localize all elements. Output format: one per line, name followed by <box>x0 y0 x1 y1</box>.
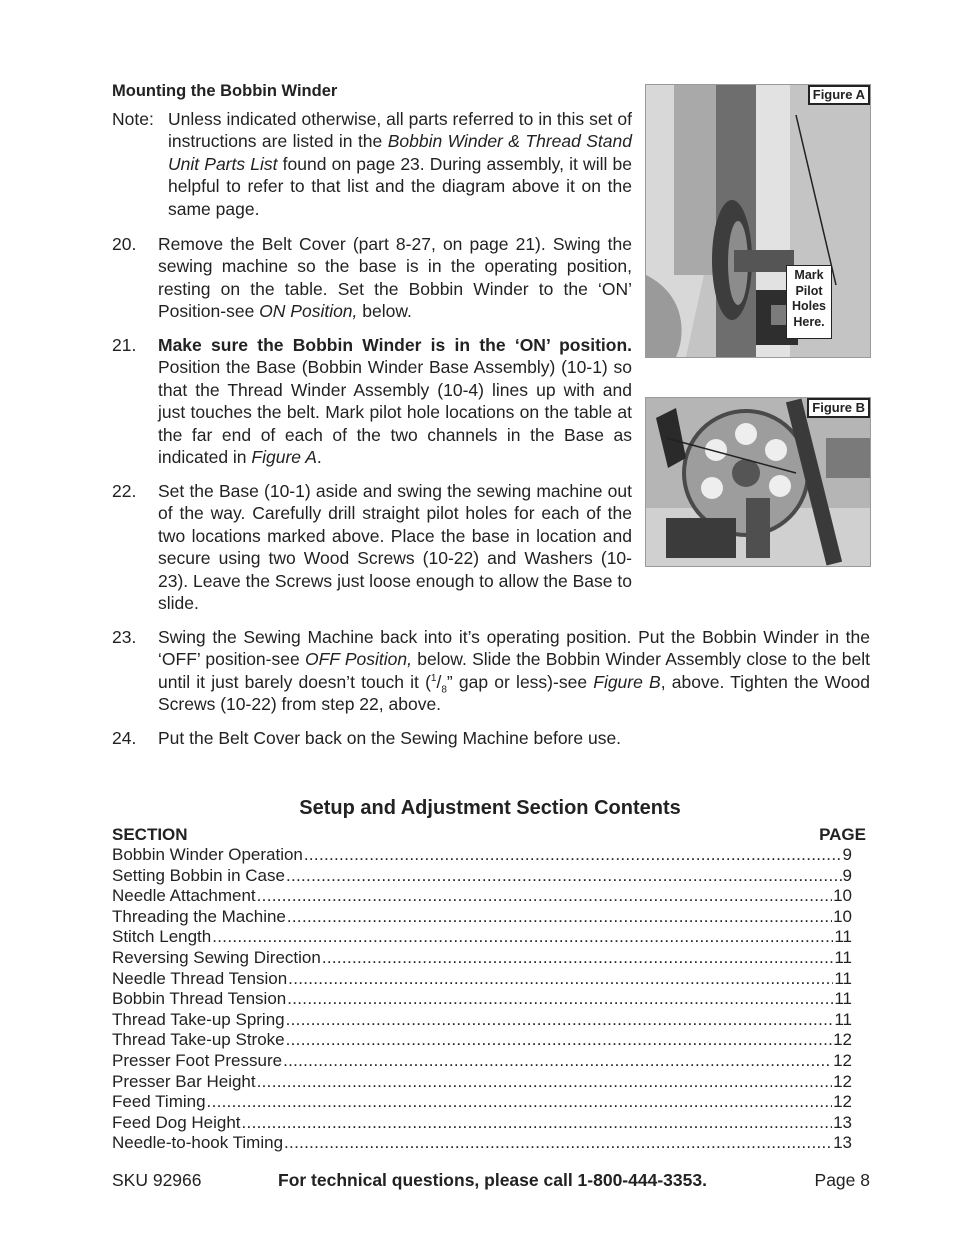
toc-entry-title: Stitch Length <box>112 927 212 947</box>
dot-leader <box>286 866 842 887</box>
footer-sku: SKU 92966 <box>112 1170 202 1190</box>
toc-entry-title: Thread Take-up Spring <box>112 1009 285 1029</box>
step-number: 23. <box>112 627 137 647</box>
toc-section-header: SECTION <box>112 825 188 844</box>
toc-entry-title: Thread Take-up Stroke <box>112 1030 285 1050</box>
step-text-part: . <box>316 447 322 468</box>
figure-b-photo <box>645 397 871 567</box>
step-text-part: below. Slide the Bobbin Winder Assembly close to the belt until it just barely doesn’t touch it ( <box>158 649 870 692</box>
dot-leader <box>322 948 834 969</box>
toc-entry-page: 11 <box>834 968 852 988</box>
toc-entry-title: Threading the Machine <box>112 906 286 926</box>
callout-line: Pilot <box>795 283 823 298</box>
step-italic-ref: OFF Position, <box>304 649 412 670</box>
toc-row <box>112 1092 852 1113</box>
toc-row <box>112 989 852 1010</box>
step-text-part: Position the Base (Bobbin Winder Base Assembly) (10-1) so that the Thread Winder Assembly (10-4) lines up with and just touches the belt. Mark pilot hole locations on the table at the far end of each of the two channels in the Base as indicated in <box>158 357 632 468</box>
figure-b-label: Figure B <box>807 398 870 418</box>
fraction-denominator: 8 <box>441 684 447 696</box>
dot-leader <box>304 845 842 866</box>
step-number: 21. <box>112 335 137 355</box>
toc-entry-title: Bobbin Winder Operation <box>112 845 303 864</box>
step-italic-ref: ON Position, <box>259 301 358 322</box>
step-text-part: Swing the Sewing Machine back into it’s operating position. Put the Bobbin Winder in the ‘OFF’ position-see <box>158 627 870 670</box>
note-text-part: found on page 23. During assembly, it will be helpful to refer to that list and the diagram above it on the same page. <box>168 153 632 219</box>
mark-pilot-holes-callout <box>786 265 832 339</box>
toc-entry-title: Feed Dog Height <box>112 1112 241 1132</box>
step-text-part: below. <box>357 301 412 322</box>
toc-entry-page: 9 <box>842 845 852 864</box>
toc-row <box>112 948 852 969</box>
dot-leader <box>207 1092 833 1113</box>
toc-list <box>112 845 852 1154</box>
step-23-text <box>158 626 870 716</box>
toc-row <box>112 845 852 866</box>
step-bold-lead: Make sure the Bobbin Winder is in the ‘ON’ position. <box>158 335 632 355</box>
toc-entry-page: 13 <box>833 1133 852 1153</box>
step-text-part: , above. Tighten the Wood Screws (10-22) from step 22, above. <box>158 671 871 715</box>
toc-entry-page: 12 <box>833 1092 852 1112</box>
step-italic-ref: Figure A <box>251 447 317 468</box>
toc-entry-title: Reversing Sewing Direction <box>112 947 321 967</box>
toc-entry-title: Presser Foot Pressure <box>112 1050 283 1070</box>
toc-entry-page: 12 <box>833 1050 852 1070</box>
toc-entry-title: Needle-to-hook Timing <box>112 1133 284 1153</box>
step-number: 24. <box>112 728 137 748</box>
toc-entry-page: 10 <box>833 906 852 926</box>
dot-leader <box>288 969 833 990</box>
step-22-text: Set the Base (10-1) aside and swing the sewing machine out of the way. Carefully drill straight pilot holes for each of the two locations marked above. Place the base in location and secure using two Wood Screws (10-22) and Washers (10-23). Leave the Screws just loose enough to allow the Base to slide. <box>158 481 632 614</box>
step-21-text <box>158 334 632 468</box>
footer-page-number: Page 8 <box>814 1170 870 1190</box>
dot-leader <box>284 1133 832 1154</box>
figure-a-photo <box>645 84 871 358</box>
toc-entry-page: 11 <box>834 927 852 947</box>
step-number: 22. <box>112 481 137 501</box>
step-24-text: Put the Belt Cover back on the Sewing Machine before use. <box>158 728 622 748</box>
toc-entry-page: 12 <box>833 1071 852 1091</box>
step-text-part: ” gap or less)-see <box>446 671 594 692</box>
figure-b-illustration <box>646 398 870 566</box>
fraction-numerator: 1 <box>430 672 437 684</box>
toc-entry-page: 12 <box>833 1030 852 1050</box>
dot-leader <box>212 927 833 948</box>
figure-a-illustration <box>646 85 870 357</box>
callout-line: Holes <box>791 299 827 313</box>
note-text <box>168 108 632 220</box>
toc-row <box>112 907 852 928</box>
toc-title: Setup and Adjustment Section Contents <box>299 797 681 819</box>
dot-leader <box>286 1030 832 1051</box>
toc-entry-title: Setting Bobbin in Case <box>112 865 285 885</box>
dot-leader <box>286 1010 834 1031</box>
toc-entry-page: 10 <box>833 886 852 906</box>
toc-row <box>112 1010 852 1031</box>
toc-row <box>112 886 852 907</box>
dot-leader <box>242 1113 833 1134</box>
toc-entry-page: 11 <box>834 1009 852 1029</box>
dot-leader <box>257 886 832 907</box>
toc-entry-page: 11 <box>834 947 852 967</box>
callout-line: Here. <box>793 314 825 329</box>
toc-page-header: PAGE <box>819 825 866 844</box>
toc-row <box>112 1133 852 1154</box>
toc-entry-page: 11 <box>834 989 852 1009</box>
dot-leader <box>257 1072 832 1093</box>
dot-leader <box>287 907 832 928</box>
toc-entry-title: Needle Attachment <box>112 886 256 906</box>
step-number: 20. <box>112 234 137 254</box>
toc-row <box>112 1113 852 1134</box>
toc-entry-title: Feed Timing <box>112 1092 206 1112</box>
section-heading: Mounting the Bobbin Winder <box>112 82 338 100</box>
toc-entry-page: 9 <box>842 865 852 885</box>
step-italic-ref: Figure B <box>593 671 661 692</box>
toc-entry-title: Needle Thread Tension <box>112 968 288 988</box>
fraction-slash: / <box>436 671 442 692</box>
dot-leader <box>287 989 833 1010</box>
toc-row <box>112 927 852 948</box>
toc-entry-page: 13 <box>833 1112 852 1132</box>
note-label: Note: <box>112 109 154 129</box>
step-20-text <box>158 233 632 323</box>
toc-row <box>112 1030 852 1051</box>
note-parts-list-ref: Bobbin Winder & Thread Stand Unit Parts List <box>168 131 632 174</box>
dot-leader <box>283 1051 832 1072</box>
step-text-part: Remove the Belt Cover (part 8-27, on page 21). Swing the sewing machine so the base is in the operating position, resting on the table. Set the Bobbin Winder to the ‘ON’ Position-see <box>158 234 632 322</box>
toc-entry-title: Bobbin Thread Tension <box>112 989 287 1009</box>
figure-a-label: Figure A <box>808 85 870 105</box>
toc-entry-title: Presser Bar Height <box>112 1071 256 1091</box>
callout-line: Mark <box>794 268 824 282</box>
toc-row <box>112 866 852 887</box>
toc-row <box>112 1072 852 1093</box>
footer-contact: For technical questions, please call 1-800-444-3353. <box>278 1170 707 1190</box>
toc-row <box>112 1051 852 1072</box>
toc-row <box>112 969 852 990</box>
note-text-part: Unless indicated otherwise, all parts referred to in this set of instructions are listed in the <box>168 109 632 152</box>
